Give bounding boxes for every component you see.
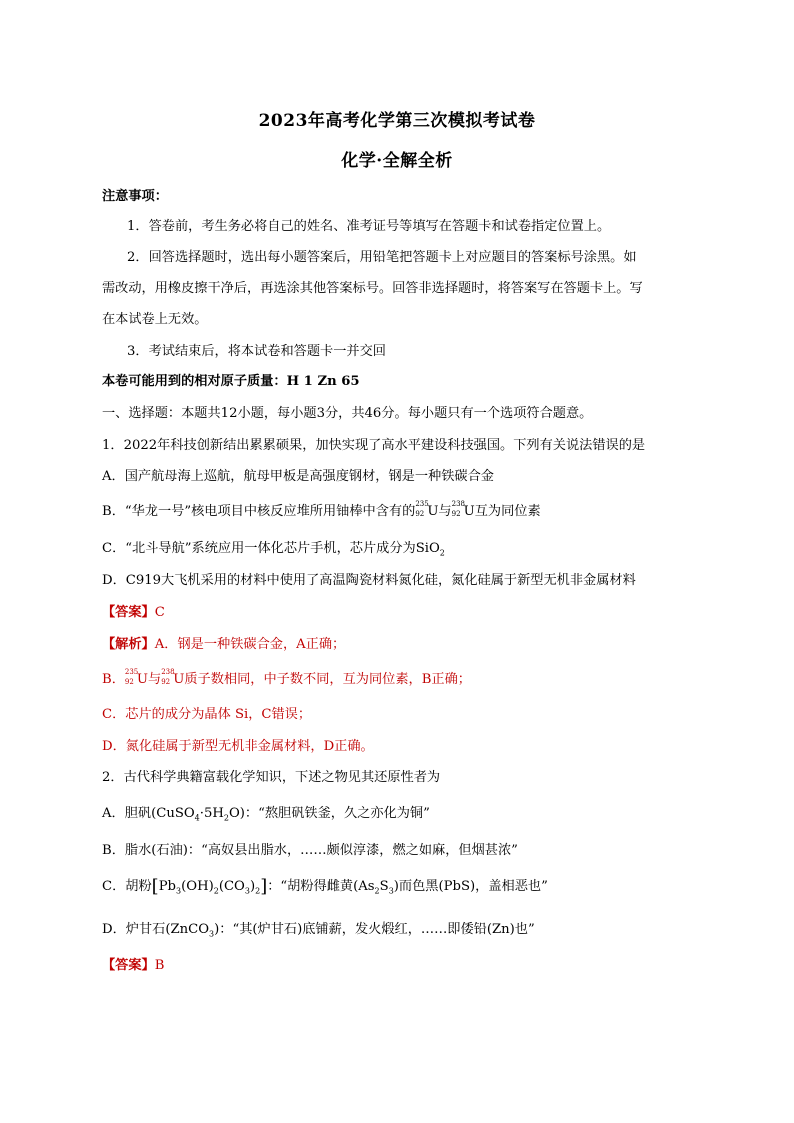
- isotope-u235-z: 92: [415, 510, 425, 518]
- analysis-u235-mass: 235: [124, 668, 139, 676]
- analysis-b-text-3: U质子数相同，中子数不同，互为同位素，B正确；: [173, 672, 471, 687]
- left-bracket: [: [151, 876, 159, 897]
- q2-option-b: B．脂水(石油)：“高奴县出脂水，……颇似淳漆，燃之如麻，但烟甚浓”: [102, 843, 518, 858]
- formula-pb-sub: 3: [176, 886, 182, 896]
- formula-s: S: [379, 879, 389, 894]
- formula-close: ): [249, 879, 256, 894]
- notice-item-1: 1．答卷前，考生务必将自己的姓名、准考证号等填写在答题卡和试卷指定位置上。: [127, 219, 611, 234]
- q1-option-b-text-3: U互为同位素: [463, 504, 541, 519]
- q1-analysis-c: C．芯片的成分为晶体 Si，C错误；: [102, 707, 312, 722]
- formula-co3-sub: 3: [244, 886, 250, 896]
- formula-s-sub: 3: [388, 886, 394, 896]
- q2-option-a-text-1: A．胆矾(CuSO: [102, 806, 195, 821]
- isotope-u238: [451, 500, 465, 518]
- q2-option-d-sub: 3: [209, 929, 215, 939]
- page-subtitle: 化学·全解全析: [341, 151, 453, 171]
- notice-item-2-line-3: 在本试卷上无效。: [102, 312, 208, 327]
- page-title: 2023年高考化学第三次模拟考试卷: [258, 111, 536, 131]
- q1-stem: 1．2022年科技创新结出累累硕果，加快实现了高水平建设科技强国。下列有关说法错误的是: [102, 438, 646, 453]
- q1-option-d: D．C919大飞机采用的材料中使用了高温陶瓷材料氮化硅，氮化硅属于新型无机非金属材料: [102, 573, 636, 588]
- q2-option-a: [102, 805, 430, 823]
- q1-option-b-text-1: B．“华龙一号”核电项目中核反应堆所用铀棒中含有的: [102, 504, 416, 519]
- analysis-b-text-2: U与: [136, 672, 162, 687]
- formula-close-sub: 2: [255, 886, 261, 896]
- analysis-u235-z: 92: [124, 678, 134, 686]
- answer-tag: 【答案】: [102, 605, 155, 620]
- answer-value: C: [154, 605, 165, 620]
- formula-as-sub: 2: [374, 886, 380, 896]
- analysis-u238-z: 92: [161, 678, 171, 686]
- q1-answer: [102, 604, 165, 622]
- q2-option-a-sub-2: 2: [223, 813, 229, 823]
- q1-option-b-text-2: U与: [427, 504, 452, 519]
- q2-option-d-text-1: D．炉甘石(ZnCO: [102, 922, 210, 937]
- notice-item-2-line-1: 2．回答选择题时，选出每小题答案后，用铅笔把答题卡上对应题目的答案标号涂黑。如: [127, 250, 637, 265]
- analysis-tag: 【解析】: [102, 637, 155, 652]
- atomic-mass-note: 本卷可能用到的相对原子质量：H 1 Zn 65: [102, 374, 360, 389]
- section-heading: 一、选择题：本题共12小题，每小题3分，共46分。每小题只有一个选项符合题意。: [102, 406, 593, 421]
- q2-option-a-text-3: O)：“熬胆矾铁釜，久之亦化为铜”: [228, 806, 430, 821]
- isotope-u238-mass: 238: [451, 500, 465, 508]
- analysis-isotope-u238: [161, 668, 175, 686]
- formula-oh: (OH): [181, 879, 214, 894]
- q1-option-c: [102, 540, 445, 558]
- analysis-a-text: A．钢是一种铁碳合金，A正确；: [154, 637, 346, 652]
- q2-option-c: [102, 878, 548, 896]
- q2-answer: [102, 957, 164, 975]
- q1-analysis-b: [102, 668, 471, 689]
- q2-answer-value: B: [154, 958, 165, 973]
- q2-option-d: [102, 921, 535, 939]
- q1-analysis-a: [102, 636, 345, 654]
- notice-item-3: 3．考试结束后，将本试卷和答题卡一并交回: [127, 344, 386, 359]
- q2-stem: 2．古代科学典籍富载化学知识，下述之物见其还原性者为: [102, 770, 441, 785]
- q1-option-c-sub: 2: [439, 548, 445, 558]
- q2-option-c-text-2: ：“胡粉得雌黄(As: [267, 879, 375, 894]
- isotope-u235: [415, 500, 429, 518]
- analysis-b-text-1: B．: [102, 672, 125, 687]
- q1-option-a: A．国产航母海上巡航，航母甲板是高强度钢材，钢是一种铁碳合金: [102, 469, 494, 484]
- q2-option-a-sub-1: 4: [194, 813, 200, 823]
- notice-item-2-line-2: 需改动，用橡皮擦干净后，再选涂其他答案标号。回答非选择题时，将答案写在答题卡上。写: [102, 281, 643, 296]
- q2-option-c-text-1: C．胡粉: [102, 879, 152, 894]
- formula-co3: (CO: [218, 879, 245, 894]
- notice-heading: 注意事项：: [102, 189, 168, 204]
- analysis-u238-mass: 238: [161, 668, 175, 676]
- q2-option-c-text-3: )而色黑(PbS)，盖相恶也”: [393, 879, 548, 894]
- q2-option-a-text-2: ·5H: [199, 806, 224, 821]
- q1-option-c-text: C．“北斗导航”系统应用一体化芯片手机，芯片成分为SiO: [102, 541, 440, 556]
- right-bracket: ]: [260, 876, 268, 897]
- q1-analysis-d: D．氮化硅属于新型无机非金属材料，D正确。: [102, 739, 374, 754]
- q1-option-b: [102, 500, 541, 521]
- q2-answer-tag: 【答案】: [102, 958, 155, 973]
- formula-oh-sub: 2: [213, 886, 219, 896]
- isotope-u235-mass: 235: [415, 500, 429, 508]
- formula-pb: Pb: [158, 879, 177, 894]
- analysis-isotope-u235: [124, 668, 139, 686]
- q2-option-d-text-2: )：“其(炉甘石)底铺薪，发火煅红，……即倭铅(Zn)也”: [214, 922, 535, 937]
- isotope-u238-z: 92: [451, 510, 461, 518]
